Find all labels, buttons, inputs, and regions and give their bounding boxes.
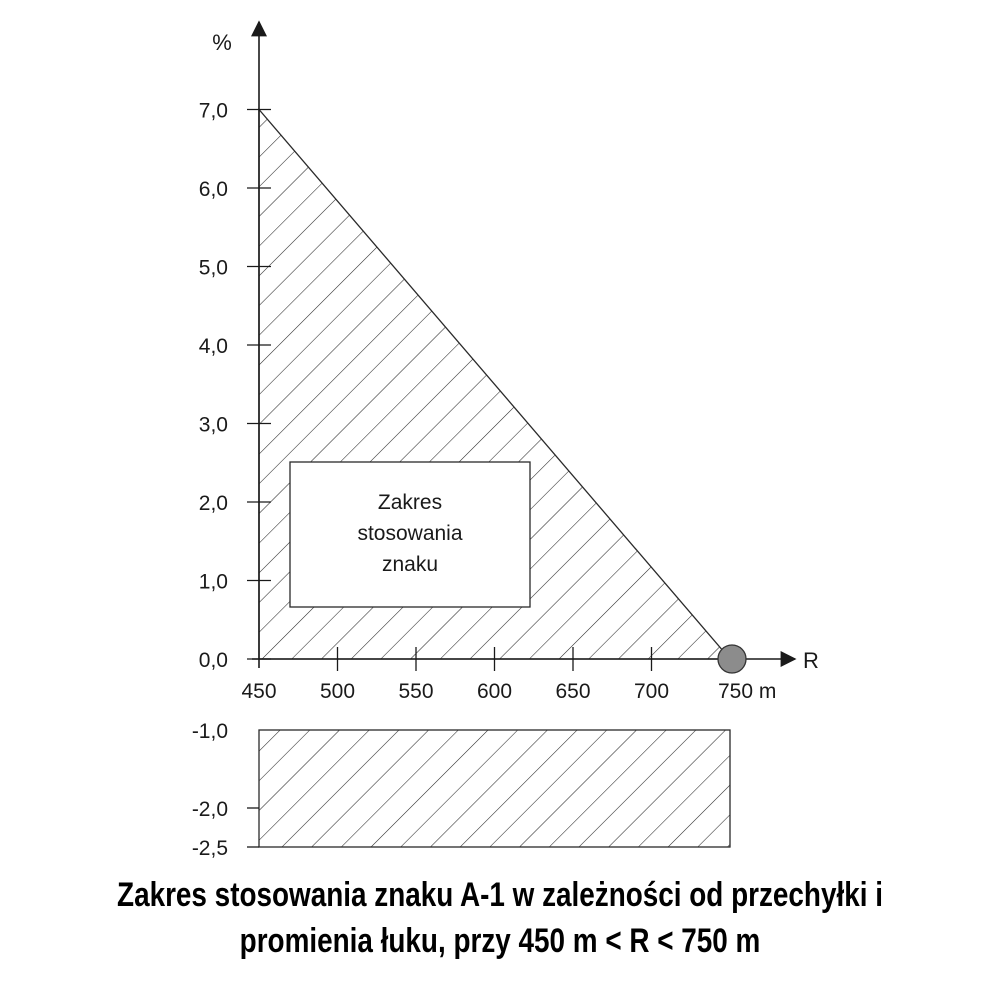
y-tick-label: 0,0: [198, 649, 228, 672]
x-tick-label: 750 m: [718, 680, 777, 703]
chart-title-line-2: promienia łuku, przy 450 m < R < 750 m: [239, 922, 761, 960]
annotation-line: znaku: [381, 553, 439, 576]
y-tick-label: -2,5: [191, 837, 228, 860]
y-axis-unit: %: [212, 30, 232, 55]
y-tick-label: 7,0: [198, 99, 228, 123]
annotation-line: stosowania: [357, 522, 463, 545]
x-tick-label: 650: [555, 680, 591, 703]
x-tick-label: 700: [633, 680, 670, 703]
x-tick-label: 450: [241, 680, 277, 703]
x-tick-label: 550: [398, 680, 434, 703]
y-tick-label: 4,0: [198, 335, 228, 358]
lower-hatched-region: [259, 730, 730, 847]
endpoint-marker: [718, 645, 746, 673]
y-tick-label: 6,0: [198, 178, 228, 201]
y-tick-label: -2,0: [191, 798, 228, 821]
chart-title-line-1: Zakres stosowania znaku A-1 w zależności od przechyłki i: [117, 876, 883, 914]
y-tick-label: 1,0: [198, 570, 228, 594]
y-tick-label: 5,0: [198, 256, 228, 280]
y-tick-label: -1,0: [191, 720, 228, 743]
y-tick-label: 3,0: [198, 413, 228, 437]
x-tick-label: 600: [476, 680, 513, 703]
annotation-line: Zakres: [377, 491, 443, 514]
x-axis-unit: R: [803, 648, 819, 673]
chart-title: [90, 872, 910, 964]
y-tick-label: 2,0: [198, 492, 228, 515]
x-tick-label: 500: [319, 680, 356, 703]
